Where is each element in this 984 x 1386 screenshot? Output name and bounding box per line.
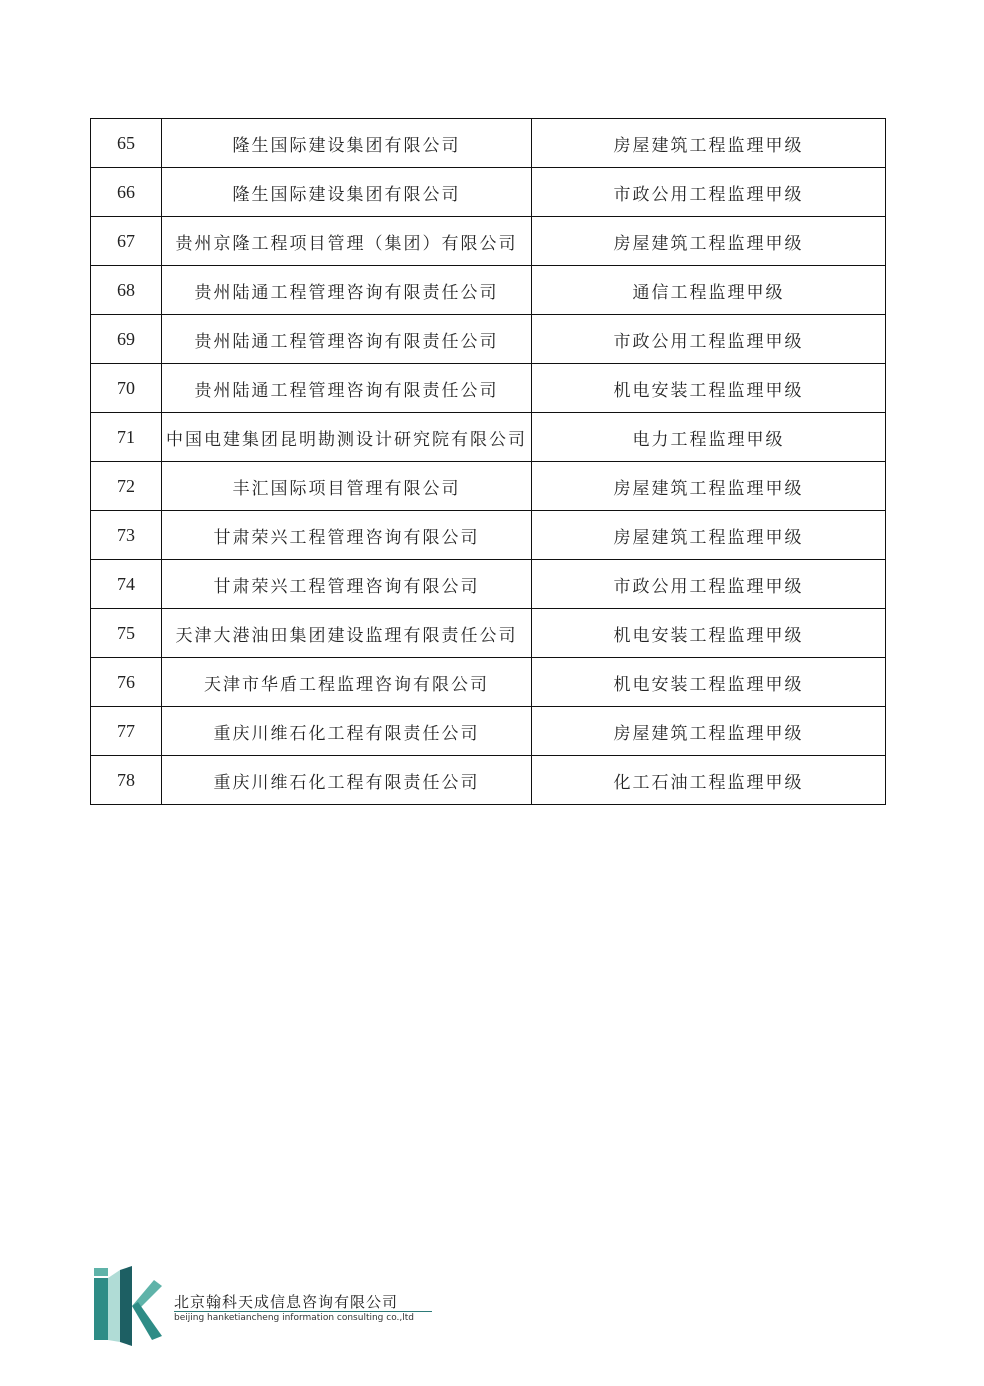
table-row [91, 609, 886, 658]
qualification: 房屋建筑工程监理甲级 [532, 707, 886, 756]
table-row [91, 266, 886, 315]
qualification: 机电安装工程监理甲级 [532, 364, 886, 413]
row-number: 78 [91, 756, 162, 805]
row-number: 76 [91, 658, 162, 707]
qualification: 市政公用工程监理甲级 [532, 168, 886, 217]
table-row [91, 707, 886, 756]
hk-logo-icon [92, 1266, 164, 1346]
logo-k-arm-lower [132, 1302, 162, 1340]
company-name: 重庆川维石化工程有限责任公司 [162, 756, 532, 805]
row-number: 68 [91, 266, 162, 315]
row-number: 67 [91, 217, 162, 266]
row-number: 70 [91, 364, 162, 413]
qualification: 化工石油工程监理甲级 [532, 756, 886, 805]
company-name-chinese: 北京翰科天成信息咨询有限公司 [174, 1293, 399, 1311]
company-name: 隆生国际建设集团有限公司 [162, 168, 532, 217]
company-name: 甘肃荣兴工程管理咨询有限公司 [162, 560, 532, 609]
row-number: 65 [91, 119, 162, 168]
company-name: 天津大港油田集团建设监理有限责任公司 [162, 609, 532, 658]
qualification: 房屋建筑工程监理甲级 [532, 119, 886, 168]
table-body [91, 119, 886, 805]
row-number: 72 [91, 462, 162, 511]
qualification: 通信工程监理甲级 [532, 266, 886, 315]
company-name: 丰汇国际项目管理有限公司 [162, 462, 532, 511]
row-number: 69 [91, 315, 162, 364]
table-row [91, 364, 886, 413]
logo-bar-left [94, 1278, 108, 1340]
company-name: 甘肃荣兴工程管理咨询有限公司 [162, 511, 532, 560]
company-name: 重庆川维石化工程有限责任公司 [162, 707, 532, 756]
qualification: 市政公用工程监理甲级 [532, 560, 886, 609]
table-row [91, 511, 886, 560]
table-row [91, 217, 886, 266]
qualification: 机电安装工程监理甲级 [532, 609, 886, 658]
table-row [91, 756, 886, 805]
qualification: 房屋建筑工程监理甲级 [532, 462, 886, 511]
table-row [91, 413, 886, 462]
company-name: 中国电建集团昆明勘测设计研究院有限公司 [162, 413, 532, 462]
logo-k-stem [120, 1266, 132, 1346]
logo-dot [94, 1268, 108, 1276]
row-number: 73 [91, 511, 162, 560]
table-row [91, 658, 886, 707]
table-row [91, 315, 886, 364]
qualification: 机电安装工程监理甲级 [532, 658, 886, 707]
divider [174, 1311, 432, 1312]
row-number: 71 [91, 413, 162, 462]
table-row [91, 560, 886, 609]
company-name: 天津市华盾工程监理咨询有限公司 [162, 658, 532, 707]
company-name: 贵州陆通工程管理咨询有限责任公司 [162, 266, 532, 315]
table-row [91, 119, 886, 168]
table-row [91, 462, 886, 511]
qualification: 房屋建筑工程监理甲级 [532, 511, 886, 560]
row-number: 74 [91, 560, 162, 609]
row-number: 77 [91, 707, 162, 756]
logo-shade [108, 1270, 120, 1342]
footer-logo [92, 1266, 437, 1346]
qualification: 市政公用工程监理甲级 [532, 315, 886, 364]
qualification-table [90, 118, 886, 805]
row-number: 66 [91, 168, 162, 217]
company-name: 隆生国际建设集团有限公司 [162, 119, 532, 168]
qualification: 电力工程监理甲级 [532, 413, 886, 462]
company-name: 贵州京隆工程项目管理（集团）有限公司 [162, 217, 532, 266]
row-number: 75 [91, 609, 162, 658]
table-row [91, 168, 886, 217]
qualification: 房屋建筑工程监理甲级 [532, 217, 886, 266]
company-name: 贵州陆通工程管理咨询有限责任公司 [162, 315, 532, 364]
company-name-english: beijing hanketiancheng information consulting co.,ltd [174, 1313, 415, 1323]
company-name: 贵州陆通工程管理咨询有限责任公司 [162, 364, 532, 413]
